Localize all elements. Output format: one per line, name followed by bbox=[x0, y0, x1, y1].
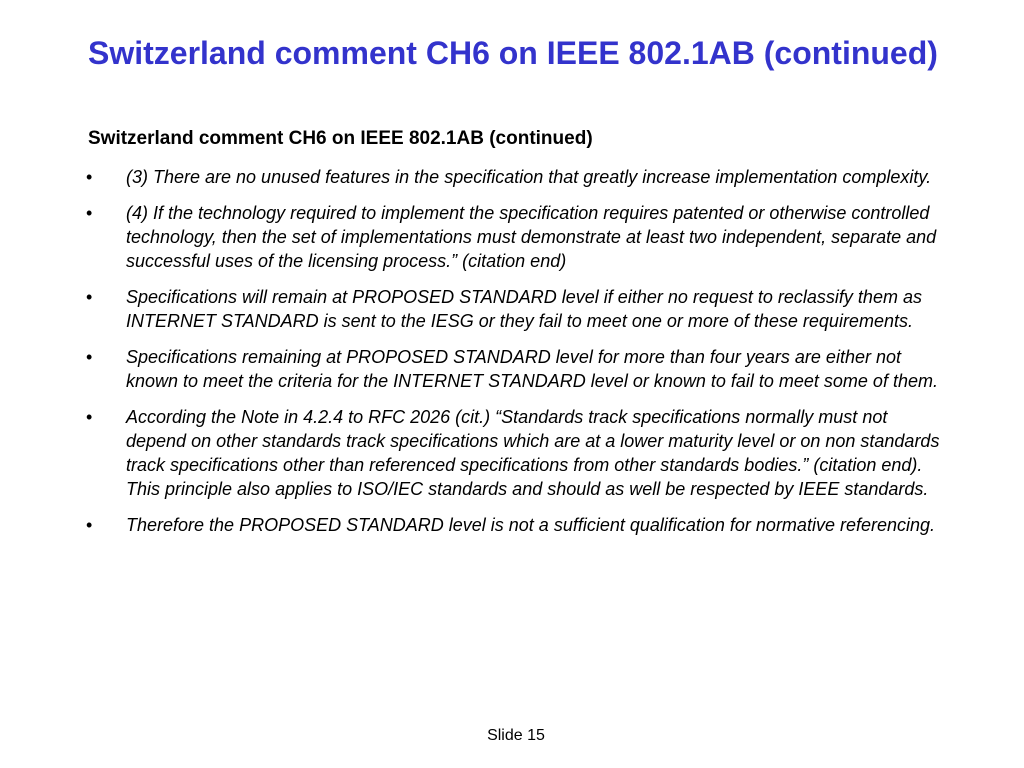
slide-number: Slide 15 bbox=[487, 727, 545, 744]
bullet-item bbox=[84, 165, 944, 189]
bullet-icon: • bbox=[86, 407, 93, 427]
bullet-text: Therefore the PROPOSED STANDARD level is not a sufficient qualification for normative referencing. bbox=[126, 515, 936, 535]
bullet-text: (4) If the technology required to implement the specification requires patented or otherwise controlled technology, then the set of implementations must demonstrate at least two independent, separate and successful uses of the licensing process.” (citation end) bbox=[126, 203, 937, 271]
bullet-icon: • bbox=[86, 167, 93, 187]
bullet-icon: • bbox=[86, 287, 93, 307]
slide-title: Switzerland comment CH6 on IEEE 802.1AB (continued) bbox=[88, 35, 938, 71]
bullet-item bbox=[84, 345, 944, 393]
bullet-list bbox=[84, 165, 944, 549]
slide-subtitle: Switzerland comment CH6 on IEEE 802.1AB (continued) bbox=[88, 128, 593, 149]
bullet-text: Specifications remaining at PROPOSED STANDARD level for more than four years are either not known to meet the criteria for the INTERNET STANDARD level or known to fail to meet some of them. bbox=[126, 347, 938, 391]
bullet-text: Specifications will remain at PROPOSED STANDARD level if either no request to reclassify them as INTERNET STANDARD is sent to the IESG or they fail to meet one or more of these requirements. bbox=[126, 287, 922, 331]
bullet-icon: • bbox=[86, 347, 93, 367]
bullet-icon: • bbox=[86, 203, 93, 223]
bullet-item bbox=[84, 405, 944, 501]
bullet-item bbox=[84, 201, 944, 273]
bullet-text: According the Note in 4.2.4 to RFC 2026 (cit.) “Standards track specifications normally must not depend on other standards track specifications which are at a lower maturity level or on non standards track specifications other than referenced specifications from other standards bodies.” (citation end). This principle also applies to ISO/IEC standards and should as well be respected by IEEE standards. bbox=[126, 407, 940, 499]
bullet-text: (3) There are no unused features in the specification that greatly increase implementation complexity. bbox=[126, 167, 932, 187]
bullet-item bbox=[84, 513, 944, 537]
bullet-icon: • bbox=[86, 515, 93, 535]
bullet-item bbox=[84, 285, 944, 333]
